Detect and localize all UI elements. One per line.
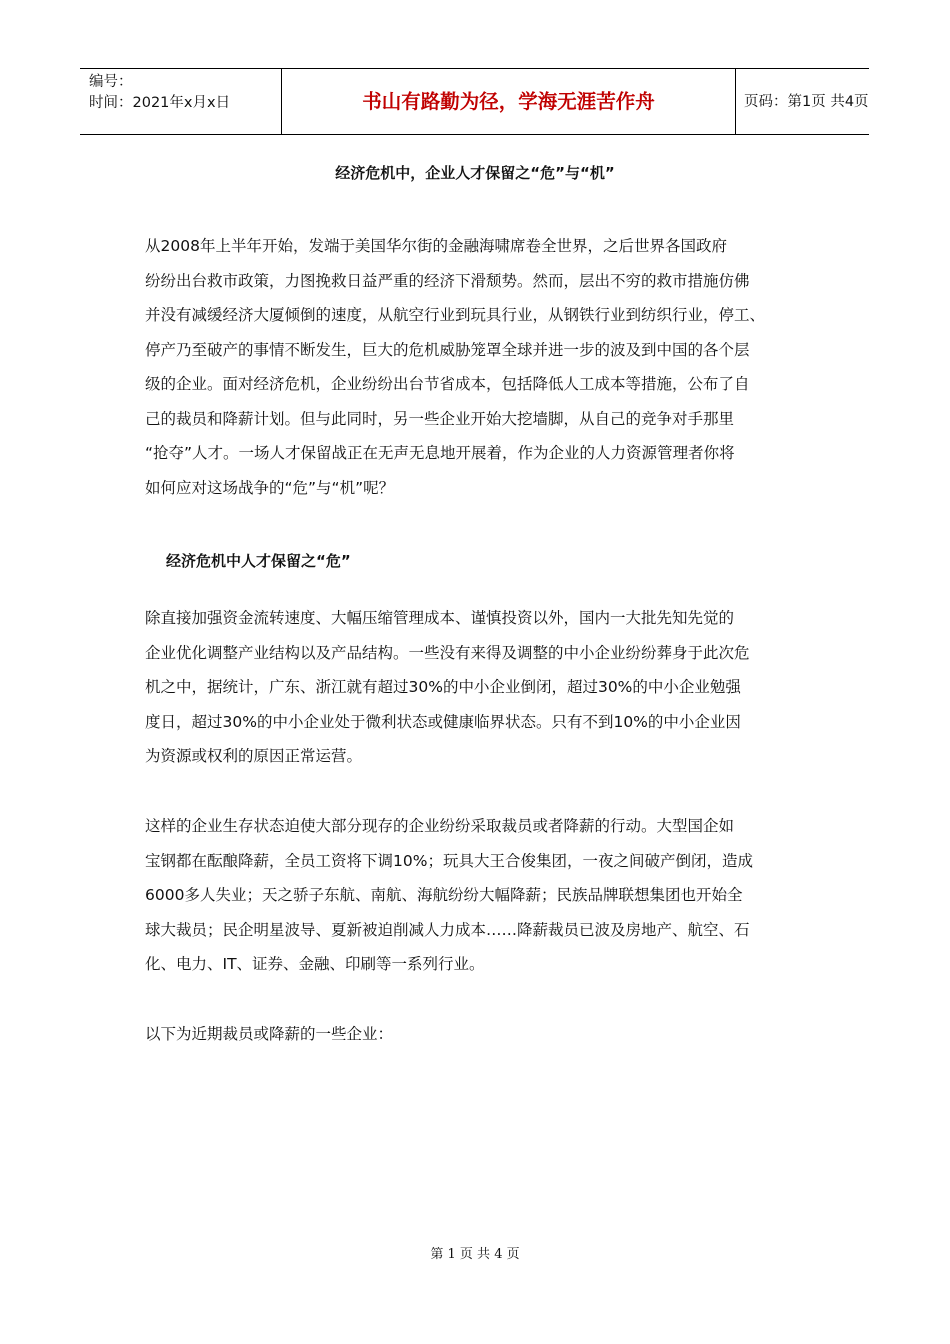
- body-paragraph: [145, 601, 805, 774]
- paragraph-line: 纷纷出台救市政策，力图挽救日益严重的经济下滑颓势。然而，层出不穷的救市措施仿佛: [145, 271, 750, 290]
- document-title: 经济危机中，企业人才保留之“危”与“机”: [335, 164, 615, 182]
- paragraph-line: “抢夺”人才。一场人才保留战正在无声无息地开展着，作为企业的人力资源管理者你将: [145, 444, 735, 462]
- paragraph-line: 己的裁员和降薪计划。但与此同时，另一些企业开始大挖墙脚，从自己的竞争对手那里: [145, 409, 735, 428]
- paragraph-line: 球大裁员；民企明星波导、夏新被迫削减人力成本……降薪裁员已波及房地产、航空、石: [145, 920, 750, 939]
- paragraph-line: 企业优化调整产业结构以及产品结构。一些没有来得及调整的中小企业纷纷葬身于此次危: [145, 643, 750, 662]
- motto: 书山有路勤为径，学海无涯苦作舟: [281, 69, 736, 135]
- intro-paragraph: [145, 229, 805, 505]
- paragraph-line: 6000多人失业；天之骄子东航、南航、海航纷纷大幅降薪；民族品牌联想集团也开始全: [145, 886, 743, 904]
- paragraph-line: 如何应对这场战争的“危”与“机”呢？: [145, 478, 395, 497]
- paragraph-line: 这样的企业生存状态迫使大部分现存的企业纷纷采取裁员或者降薪的行动。大型国企如: [145, 817, 735, 835]
- paragraph-line: 除直接加强资金流转速度、大幅压缩管理成本、谨慎投资以外，国内一大批先知先觉的: [145, 609, 735, 627]
- paragraph-line: 化、电力、IT、证券、金融、印刷等一系列行业。: [145, 955, 485, 973]
- body-paragraph: [145, 809, 805, 982]
- body-paragraph: [145, 1017, 805, 1052]
- paragraph-line: 以下为近期裁员或降薪的一些企业：: [145, 1025, 394, 1043]
- paragraph-line: 宝钢都在酝酿降薪，全员工资将下调10%；玩具大王合俊集团，一夜之间破产倒闭，造成: [145, 851, 753, 870]
- section-heading: 经济危机中人才保留之“危”: [166, 552, 351, 570]
- paragraph-line: 度日，超过30%的中小企业处于微利状态或健康临界状态。只有不到10%的中小企业因: [145, 712, 741, 731]
- header-table: [80, 68, 869, 135]
- paragraph-line: 机之中，据统计，广东、浙江就有超过30%的中小企业倒闭，超过30%的中小企业勉强: [145, 678, 741, 696]
- paragraph-line: 停产乃至破产的事情不断发生，巨大的危机威胁笼罩全球并进一步的波及到中国的各个层: [145, 340, 750, 359]
- paragraph-line: 从2008年上半年开始，发端于美国华尔街的金融海啸席卷全世界，之后世界各国政府: [145, 237, 727, 255]
- page-info: 页码：第1页 共4页: [744, 94, 869, 110]
- paragraph-line: 并没有减缓经济大厦倾倒的速度，从航空行业到玩具行业，从钢铁行业到纺织行业，停工、: [145, 306, 766, 324]
- paragraph-line: 为资源或权利的原因正常运营。: [145, 747, 363, 765]
- header-left-cell: [80, 69, 281, 135]
- paragraph-line: 级的企业。面对经济危机，企业纷纷出台节省成本，包括降低人工成本等措施，公布了自: [145, 375, 750, 393]
- time-line: 时间：2021年x月x日: [89, 95, 231, 111]
- number-label: 编号：: [89, 74, 133, 90]
- page-footer: 第 1 页 共 4 页: [430, 1247, 520, 1262]
